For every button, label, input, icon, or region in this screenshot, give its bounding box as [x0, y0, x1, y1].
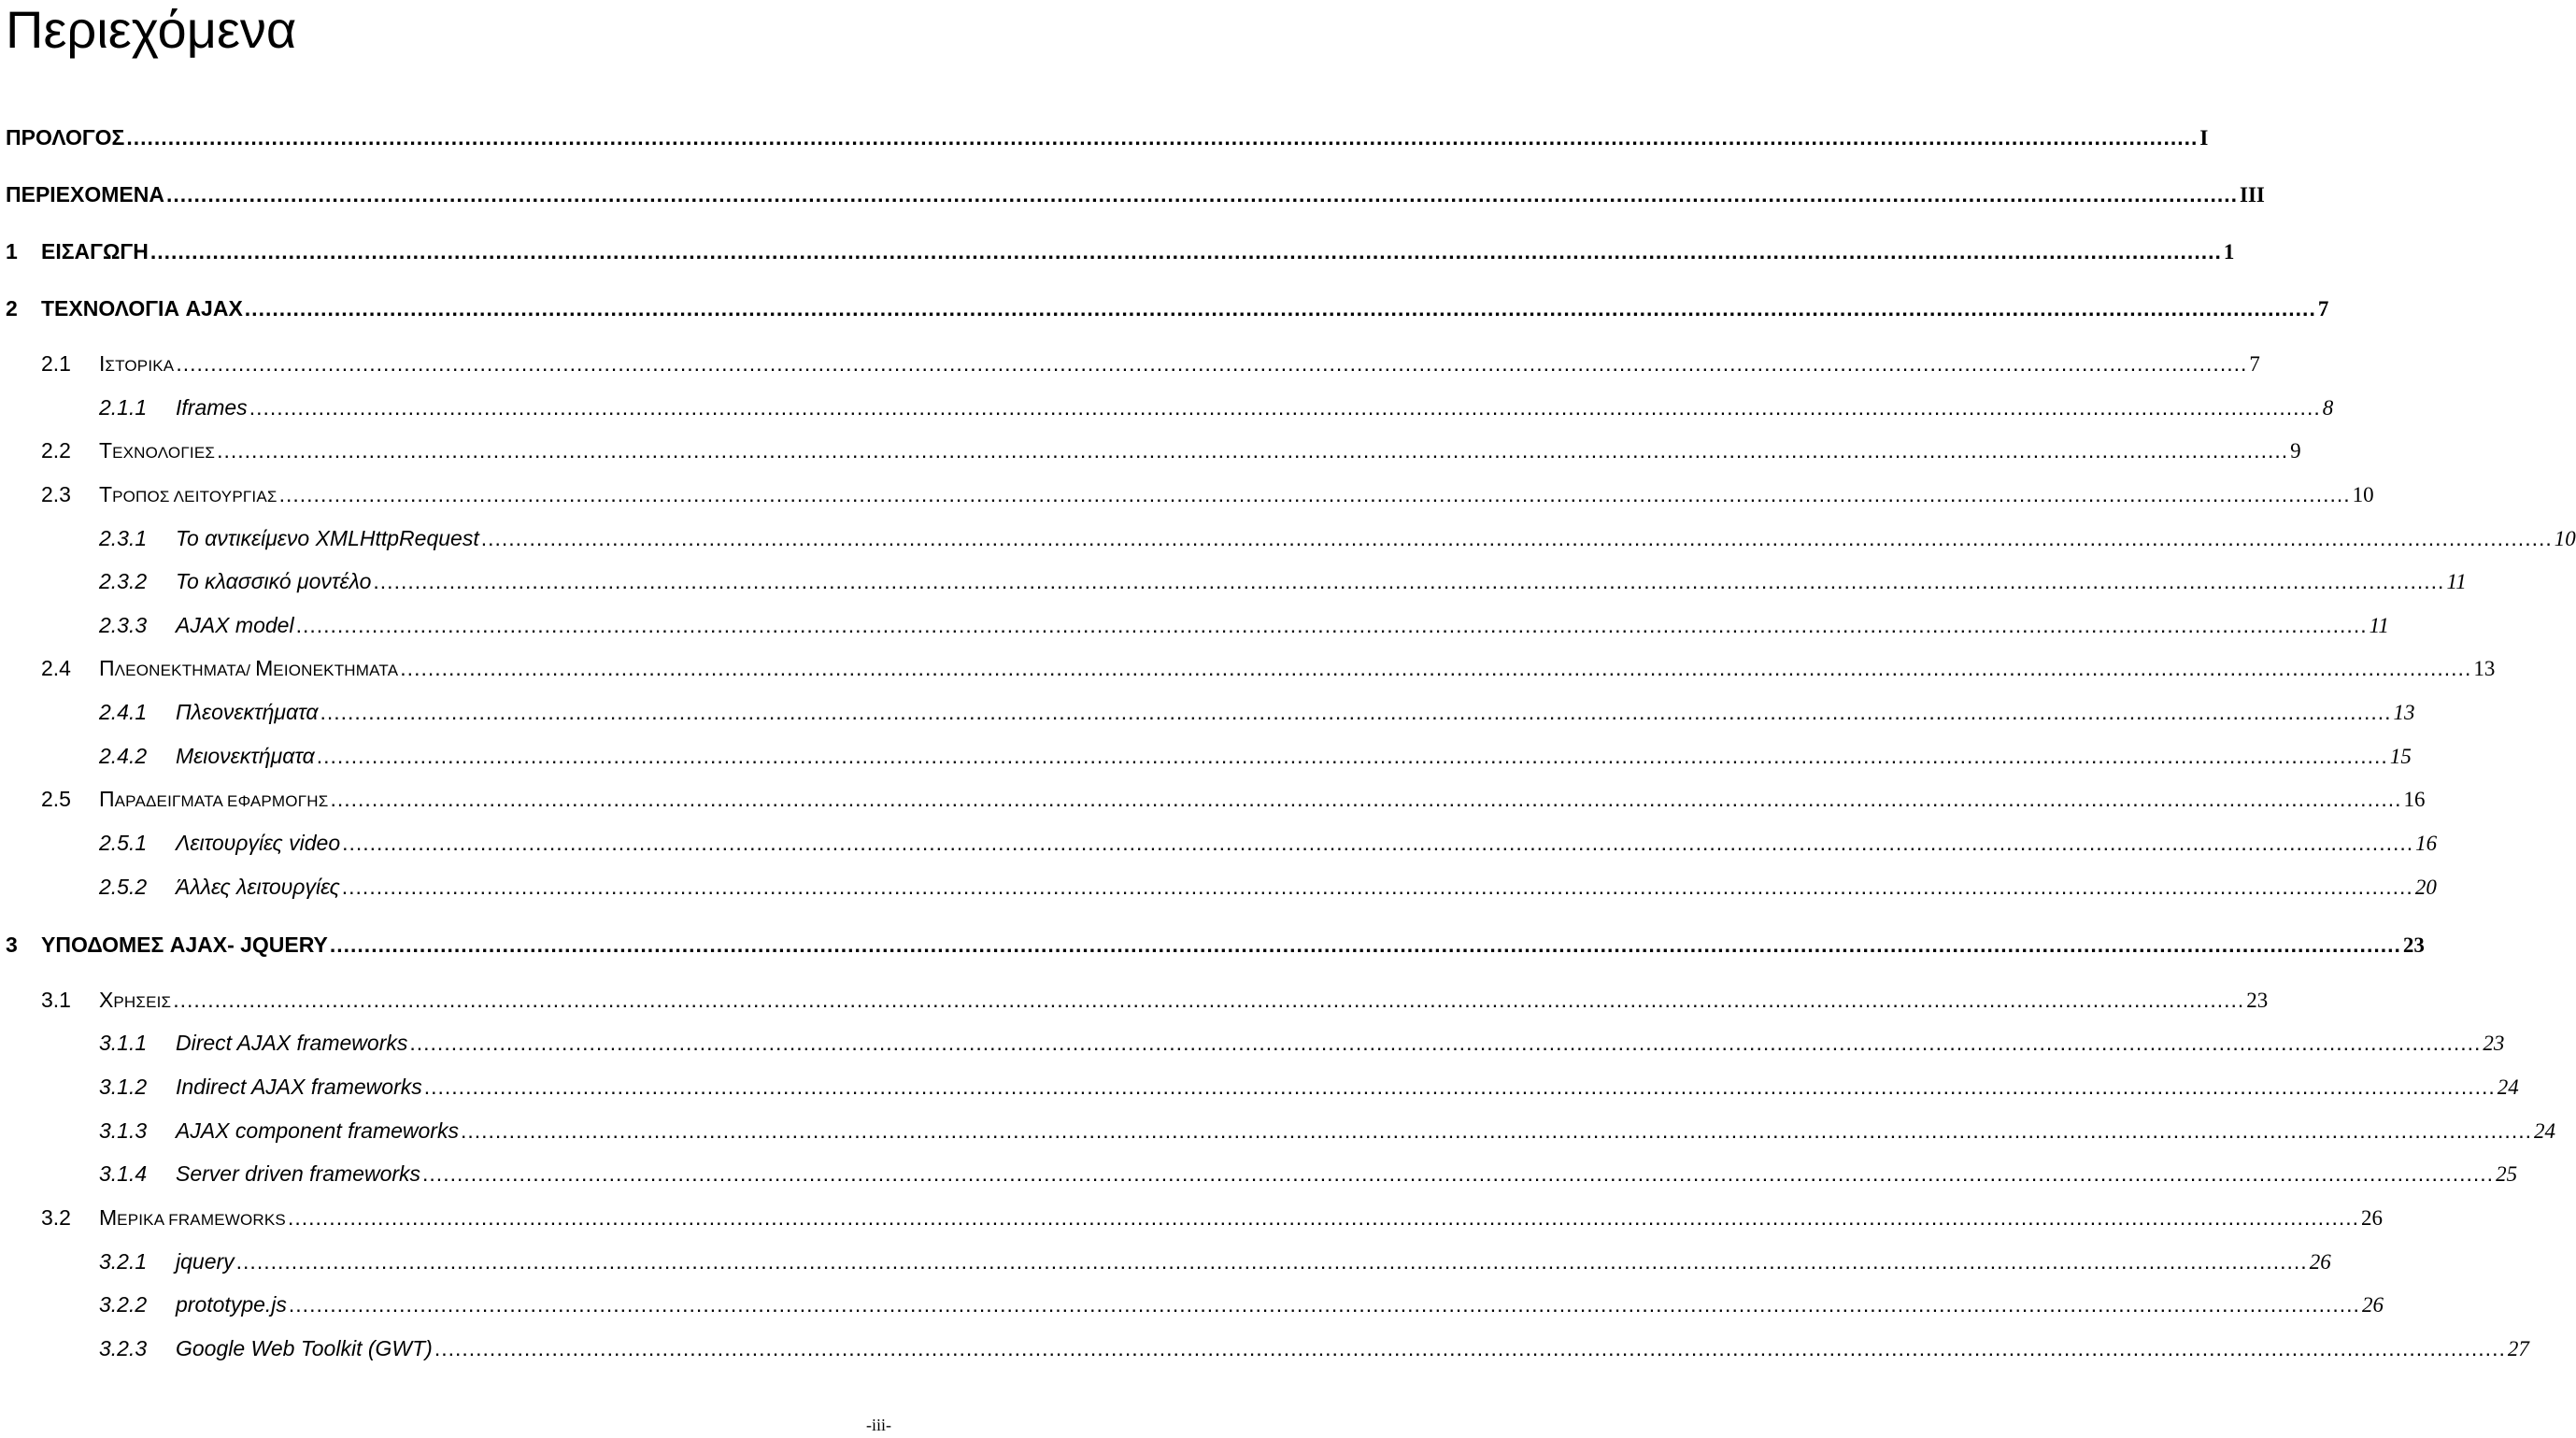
- toc-title-rest: ΕΧΝΟΛΟΓΙΕΣ: [112, 444, 216, 462]
- toc-title-initial: Π: [99, 787, 115, 811]
- toc-entry-title: AJAX component frameworks: [176, 1118, 459, 1143]
- toc-entry-title: Το κλασσικό μοντέλο: [176, 569, 372, 593]
- toc-entry-title: Iframes: [176, 395, 248, 420]
- toc-leader-dots: ............................................................................................................................................................................................................................................................................................................: [173, 988, 2245, 1012]
- toc-entry-page: 25: [2496, 1162, 2518, 1186]
- toc-entry-title: Άλλες λειτουργίες: [176, 875, 340, 899]
- toc-entry-title: Server driven frameworks: [176, 1161, 421, 1186]
- toc-entry[interactable]: [99, 611, 2389, 639]
- toc-entry-number: 3.2.1: [99, 1249, 148, 1274]
- toc-entry-title: Μειονεκτήματα: [176, 744, 315, 768]
- toc-leader-dots: ............................................................................................................................................................................................................................................................................................................: [341, 875, 2413, 899]
- toc-entry-page: 26: [2361, 1293, 2384, 1317]
- toc-entry-title: AJAX model: [176, 613, 294, 637]
- toc-title-rest: ΡΟΠΟΣ ΛΕΙΤΟΥΡΓΙΑΣ: [112, 488, 278, 505]
- toc-leader-dots: ............................................................................................................................................................................................................................................................................................................: [409, 1031, 2482, 1055]
- toc-leader-dots: ............................................................................................................................................................................................................................................................................................................: [149, 239, 2222, 263]
- toc-entry-title: Indirect AJAX frameworks: [176, 1075, 422, 1099]
- toc-leader-dots: ............................................................................................................................................................................................................................................................................................................: [434, 1336, 2506, 1360]
- toc-entry-title: ΕΙΣΑΓΩΓΗ: [41, 239, 149, 263]
- toc-title-rest: ΑΡΑΔΕΙΓΜΑΤΑ ΕΦΑΡΜΟΓΗΣ: [114, 792, 329, 810]
- toc-entry-page: 26: [2361, 1206, 2384, 1230]
- toc-entry-page: III: [2240, 183, 2265, 206]
- toc-entry-number: 3.1.2: [99, 1075, 148, 1099]
- toc-title-rest: ΕΡΙΚΑ FRAMEWORKS: [117, 1211, 286, 1229]
- toc-entry-title: Google Web Toolkit (GWT): [176, 1336, 433, 1360]
- toc-entry-page: 16: [2415, 832, 2438, 855]
- toc-entry-page: 11: [2369, 614, 2389, 637]
- toc-entry-number: 3.1.4: [99, 1161, 148, 1186]
- toc-entry-number: 3.1.1: [99, 1031, 148, 1055]
- toc-leader-dots: ............................................................................................................................................................................................................................................................................................................: [287, 1205, 2360, 1230]
- toc-entry[interactable]: [41, 986, 2269, 1014]
- toc-entry[interactable]: [41, 480, 2374, 508]
- toc-title-rest: ΡΗΣΕΙΣ: [113, 993, 172, 1011]
- toc-title-initial: Μ: [255, 656, 274, 680]
- toc-entry[interactable]: [99, 1247, 2331, 1275]
- toc-leader-dots: ............................................................................................................................................................................................................................................................................................................: [460, 1118, 2532, 1143]
- toc-leader-dots: ............................................................................................................................................................................................................................................................................................................: [126, 125, 2199, 149]
- toc-title-initial: Ι: [99, 351, 106, 376]
- toc-entry-number: 2.2: [41, 438, 71, 463]
- toc-entry[interactable]: [41, 1203, 2384, 1232]
- toc-leader-dots: ............................................................................................................................................................................................................................................................................................................: [320, 700, 2392, 724]
- toc-entry[interactable]: [99, 1290, 2384, 1318]
- toc-entry[interactable]: [6, 237, 2235, 265]
- toc-entry-number: 2.4.2: [99, 744, 148, 768]
- toc-title-rest: ΛΕΟΝΕΚΤΗΜΑΤΑ/: [114, 662, 256, 679]
- toc-title-initial: Τ: [99, 438, 113, 463]
- toc-entry-number: 3.1.3: [99, 1118, 148, 1143]
- toc-entry[interactable]: [41, 654, 2496, 682]
- toc-entry-number: 2.3.1: [99, 526, 148, 550]
- toc-entry-page: 10: [2352, 483, 2374, 506]
- toc-entry[interactable]: [99, 1117, 2555, 1145]
- toc-entry-title: ΤΕΧΝΟΛΟΓΙΑ AJAX: [41, 296, 243, 320]
- toc-entry-title: Πλεονεκτήματα: [176, 700, 319, 724]
- toc-entry-number: 2.3.3: [99, 613, 148, 637]
- toc-entry-page: 7: [2249, 352, 2260, 376]
- toc-entry-number: 3: [6, 933, 18, 957]
- toc-entry[interactable]: [99, 1029, 2505, 1057]
- toc-entry-page: 7: [2317, 297, 2329, 320]
- toc-entry-title: [99, 785, 328, 816]
- toc-entry-title: [99, 986, 171, 1017]
- toc-entry-number: 2: [6, 296, 18, 320]
- toc-leader-dots: ............................................................................................................................................................................................................................................................................................................: [295, 613, 2368, 637]
- toc-entry[interactable]: [99, 1334, 2529, 1362]
- page-number-footer: -iii-: [866, 1416, 891, 1434]
- toc-leader-dots: ............................................................................................................................................................................................................................................................................................................: [422, 1161, 2495, 1186]
- toc-title-initial: Μ: [99, 1205, 118, 1230]
- toc-leader-dots: ............................................................................................................................................................................................................................................................................................................: [235, 1249, 2308, 1274]
- toc-leader-dots: ............................................................................................................................................................................................................................................................................................................: [423, 1075, 2496, 1099]
- toc-leader-dots: ............................................................................................................................................................................................................................................................................................................: [176, 351, 2248, 376]
- toc-entry-page: 16: [2403, 788, 2426, 811]
- toc-entry-title: ΠΕΡΙΕΧΟΜΕΝΑ: [6, 182, 164, 206]
- toc-entry-title: [99, 349, 174, 380]
- toc-title-initial: Π: [99, 656, 115, 680]
- toc-leader-dots: ............................................................................................................................................................................................................................................................................................................: [288, 1292, 2360, 1317]
- toc-entry-number: 2.1.1: [99, 395, 148, 420]
- toc-leader-dots: ............................................................................................................................................................................................................................................................................................................: [217, 438, 2289, 463]
- toc-entry-title: [99, 436, 215, 467]
- toc-entry[interactable]: [41, 785, 2426, 813]
- toc-entry-number: 2.3.2: [99, 569, 148, 593]
- toc-leader-dots: ............................................................................................................................................................................................................................................................................................................: [329, 933, 2401, 957]
- toc-entry[interactable]: [99, 873, 2437, 901]
- toc-entry-page: 13: [2393, 701, 2415, 724]
- toc-entry-page: 11: [2446, 570, 2467, 593]
- toc-entry-page: 13: [2473, 657, 2496, 680]
- toc-entry-title: jquery: [176, 1249, 235, 1274]
- toc-entry[interactable]: [99, 742, 2412, 770]
- toc-entry-number: 3.1: [41, 988, 71, 1012]
- toc-entry-page: 24: [2534, 1119, 2555, 1143]
- toc-entry-number: 2.3: [41, 482, 71, 506]
- toc-title-initial: Χ: [99, 988, 114, 1012]
- toc-entry-page: 8: [2322, 396, 2334, 420]
- toc-leader-dots: ............................................................................................................................................................................................................................................................................................................: [342, 831, 2414, 855]
- toc-title-rest: ΣΤΟΡΙΚΑ: [105, 357, 175, 375]
- toc-entry[interactable]: [99, 1160, 2518, 1188]
- toc-entry-number: 2.4.1: [99, 700, 148, 724]
- toc-entry-number: 2.5.2: [99, 875, 148, 899]
- toc-entry[interactable]: [99, 829, 2438, 857]
- toc-leader-dots: ............................................................................................................................................................................................................................................................................................................: [480, 526, 2553, 550]
- toc-leader-dots: ............................................................................................................................................................................................................................................................................................................: [373, 569, 2445, 593]
- toc-leader-dots: ............................................................................................................................................................................................................................................................................................................: [330, 787, 2402, 811]
- toc-entry[interactable]: [41, 349, 2260, 377]
- toc-entry-title: Το αντικείμενο XMLHttpRequest: [176, 526, 479, 550]
- toc-entry-page: 1: [2223, 240, 2235, 263]
- toc-entry-page: 23: [2402, 933, 2425, 957]
- toc-leader-dots: ............................................................................................................................................................................................................................................................................................................: [400, 656, 2472, 680]
- toc-entry-title: [99, 654, 398, 685]
- toc-entry[interactable]: [6, 931, 2425, 959]
- toc-entry-number: 3.2.3: [99, 1336, 148, 1360]
- toc-entry-title: ΠΡΟΛΟΓΟΣ: [6, 125, 125, 149]
- toc-entry[interactable]: [99, 567, 2467, 595]
- toc-leader-dots: ............................................................................................................................................................................................................................................................................................................: [278, 482, 2351, 506]
- toc-entry-number: 2.5: [41, 787, 71, 811]
- toc-entry[interactable]: [99, 524, 2576, 552]
- toc-entry-page: 26: [2309, 1250, 2331, 1274]
- toc-leader-dots: ............................................................................................................................................................................................................................................................................................................: [165, 182, 2239, 206]
- toc-entry[interactable]: [6, 180, 2265, 208]
- toc-entry-title: [99, 480, 278, 511]
- toc-entry-title: prototype.js: [176, 1292, 287, 1317]
- toc-entry-page: 20: [2414, 876, 2437, 899]
- toc-entry[interactable]: [41, 436, 2301, 464]
- toc-entry[interactable]: [6, 294, 2329, 322]
- toc-entry-page: 10: [2554, 527, 2576, 550]
- toc-entry[interactable]: [99, 393, 2334, 421]
- toc-entry-page: 23: [2246, 989, 2269, 1012]
- toc-entry-page: 24: [2497, 1075, 2519, 1099]
- toc-entry-number: 1: [6, 239, 18, 263]
- toc-title-rest: ΕΙΟΝΕΚΤΗΜΑΤΑ: [273, 662, 399, 679]
- toc-entry-title: Λειτουργίες video: [176, 831, 341, 855]
- toc-entry-number: 2.1: [41, 351, 71, 376]
- toc-entry-title: [99, 1203, 286, 1234]
- toc-title-initial: Τ: [99, 482, 113, 506]
- toc-entry[interactable]: [99, 1073, 2519, 1101]
- toc-entry-title: Direct AJAX frameworks: [176, 1031, 408, 1055]
- toc-entry-page: 23: [2483, 1032, 2505, 1055]
- toc-entry-page: 9: [2290, 439, 2301, 463]
- toc-entry-page: I: [2199, 126, 2209, 149]
- toc-leader-dots: ............................................................................................................................................................................................................................................................................................................: [316, 744, 2388, 768]
- toc-entry[interactable]: [99, 698, 2415, 726]
- toc-entry[interactable]: [6, 123, 2209, 151]
- toc-entry-page: 15: [2389, 745, 2412, 768]
- toc-leader-dots: ............................................................................................................................................................................................................................................................................................................: [244, 296, 2316, 320]
- toc-entry-number: 2.4: [41, 656, 71, 680]
- toc-entry-page: 27: [2507, 1337, 2529, 1360]
- page-title: Περιεχόμενα: [6, 0, 297, 59]
- toc-entry-number: 2.5.1: [99, 831, 148, 855]
- toc-entry-title: ΥΠΟΔΟΜΕΣ AJAX- JQUERY: [41, 933, 328, 957]
- toc-leader-dots: ............................................................................................................................................................................................................................................................................................................: [249, 395, 2321, 420]
- toc-entry-number: 3.2: [41, 1205, 71, 1230]
- toc-entry-number: 3.2.2: [99, 1292, 148, 1317]
